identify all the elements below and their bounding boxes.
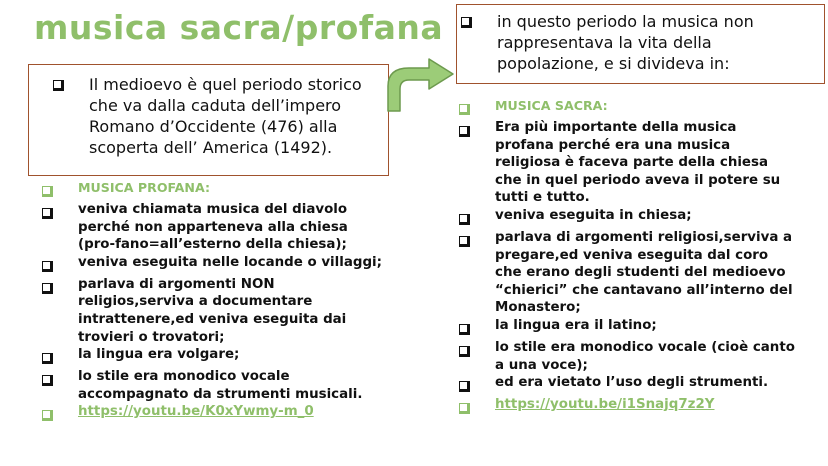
list-item <box>459 317 828 339</box>
item-line: trovieri o trovatori; <box>78 329 225 345</box>
period-text <box>497 11 754 74</box>
bullet-icon <box>42 346 78 368</box>
bullet-icon <box>459 97 495 119</box>
item-line: parlava di argomenti NON <box>78 276 275 292</box>
bullet-icon <box>459 207 495 229</box>
list-item <box>459 229 828 317</box>
profana-section <box>42 179 422 425</box>
sacra-heading: MUSICA SACRA: <box>495 98 608 113</box>
period-line: rappresentava la vita della <box>497 33 712 52</box>
item-line: a una voce); <box>495 357 588 373</box>
item-line: religios,serviva a documentare <box>78 294 313 310</box>
bullet-icon <box>459 229 495 251</box>
bullet-icon <box>459 339 495 361</box>
period-box <box>456 4 825 84</box>
bullet-icon <box>42 254 78 276</box>
intro-line: che va dalla caduta dell’impero <box>89 96 342 115</box>
item-line: accompagnato da strumenti musicali. <box>78 386 363 402</box>
bullet-icon <box>42 201 78 223</box>
period-line: popolazione, e si divideva in: <box>497 54 730 73</box>
bullet-icon <box>42 403 78 425</box>
bullet-icon <box>461 11 497 32</box>
profana-video-link[interactable]: https://youtu.be/K0xYwmy-m_0 <box>78 404 314 420</box>
list-item <box>459 339 828 374</box>
bullet-icon <box>459 396 495 418</box>
curved-arrow-icon <box>385 56 457 112</box>
item-line: la lingua era il latino; <box>495 317 657 333</box>
bullet-icon <box>42 179 78 201</box>
sacra-video-link[interactable]: https://youtu.be/i1Snajq7z2Y <box>495 397 715 413</box>
bullet-icon <box>459 374 495 396</box>
intro-line: Romano d’Occidente (476) alla <box>89 117 338 136</box>
list-item <box>42 276 422 346</box>
item-line: religiosa è faceva parte della chiesa <box>495 155 769 171</box>
item-line: la lingua era volgare; <box>78 347 240 363</box>
item-line: profana perché era una musica <box>495 137 731 153</box>
item-line: che erano degli studenti del medioevo <box>495 265 786 281</box>
period-line: in questo periodo la musica non <box>497 12 754 31</box>
item-line: parlava di argomenti religiosi,serviva a <box>495 229 793 245</box>
intro-box <box>28 64 389 176</box>
list-item <box>42 368 422 403</box>
list-item <box>459 119 828 207</box>
page-title: musica sacra/profana <box>34 8 444 47</box>
list-item <box>42 201 422 254</box>
item-line: perché non apparteneva alla chiesa <box>78 219 348 235</box>
bullet-icon <box>53 74 89 95</box>
item-line: che in quel periodo aveva il potere su <box>495 172 781 188</box>
list-item <box>42 346 422 368</box>
item-line: “chierici” che cantavano all’interno del <box>495 282 793 298</box>
item-line: Era più importante della musica <box>495 120 737 135</box>
intro-line: Il medioevo è quel periodo storico <box>89 75 362 94</box>
list-item <box>42 254 422 276</box>
item-line: Monastero; <box>495 300 581 316</box>
profana-heading: MUSICA PROFANA: <box>78 180 210 195</box>
bullet-icon <box>42 368 78 390</box>
bullet-icon <box>459 119 495 141</box>
item-line: intrattenere,ed veniva eseguita dai <box>78 311 347 327</box>
intro-line: scoperta dell’ America (1492). <box>89 138 333 157</box>
bullet-icon <box>459 317 495 339</box>
intro-text <box>89 74 362 158</box>
item-line: tutti e tutto. <box>495 190 590 206</box>
item-line: veniva eseguita in chiesa; <box>495 207 692 223</box>
list-item <box>459 374 828 396</box>
list-item <box>459 207 828 229</box>
item-line: lo stile era monodico vocale (cioè canto <box>495 339 795 355</box>
item-line: (pro-fano=all’esterno della chiesa); <box>78 237 347 253</box>
item-line: lo stile era monodico vocale <box>78 369 290 385</box>
item-line: ed era vietato l’uso degli strumenti. <box>495 375 769 391</box>
item-line: veniva chiamata musica del diavolo <box>78 202 348 217</box>
bullet-icon <box>42 276 78 298</box>
item-line: veniva eseguita nelle locande o villaggi; <box>78 254 382 270</box>
sacra-section <box>459 97 828 418</box>
item-line: pregare,ed veniva eseguita dal coro <box>495 247 769 263</box>
